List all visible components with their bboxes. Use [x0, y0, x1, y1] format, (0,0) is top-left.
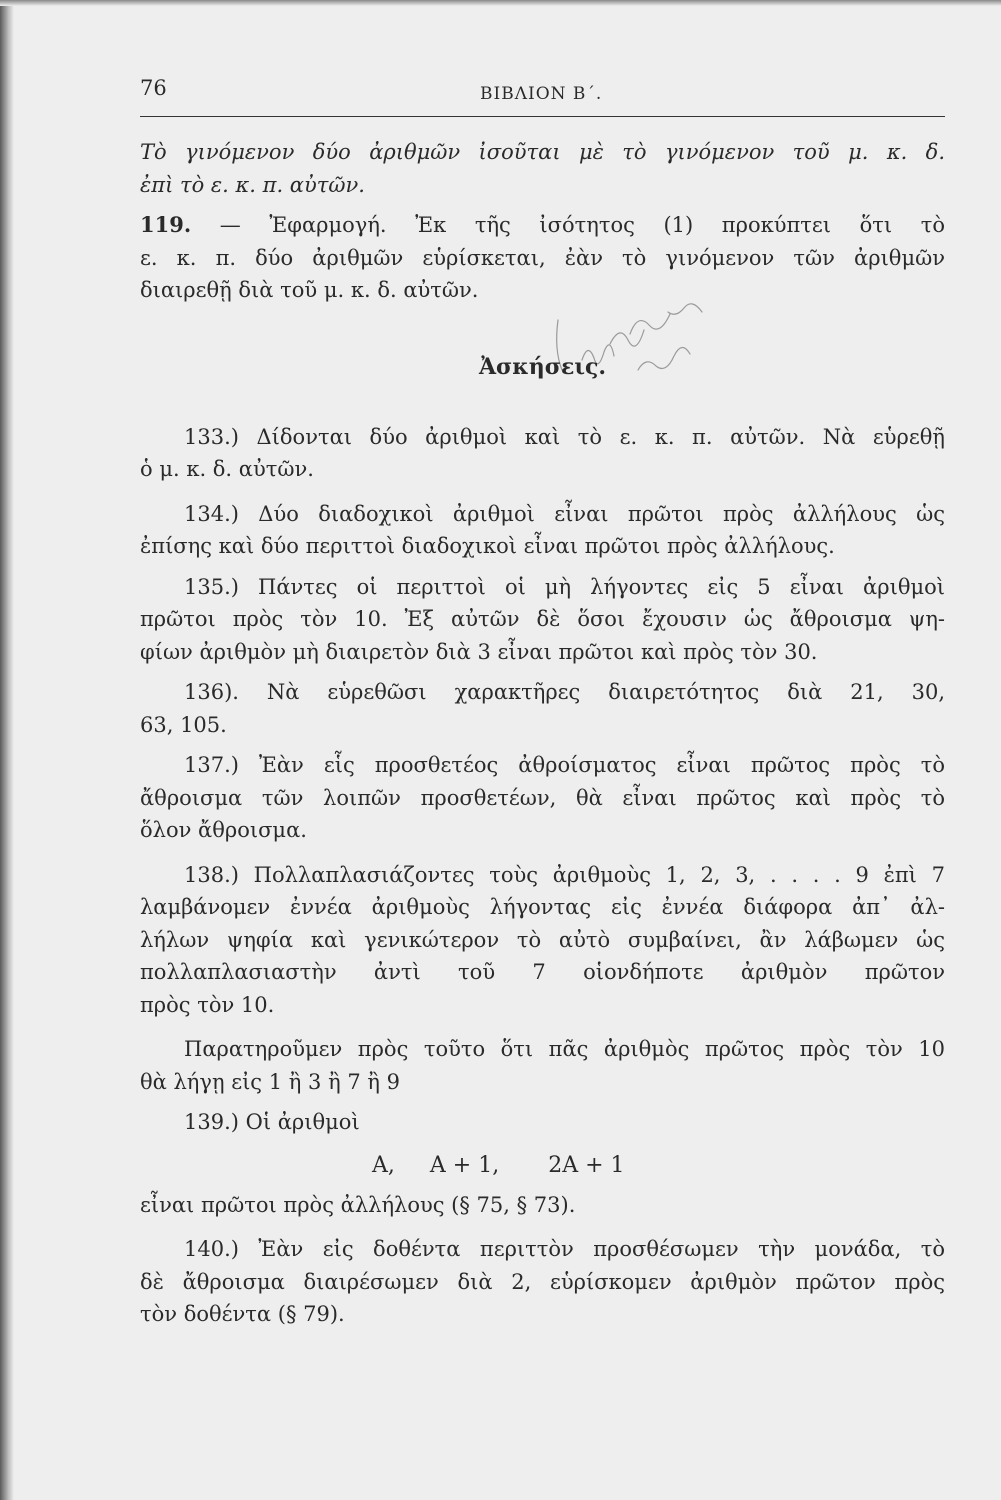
exercise-138-line-4: πολλαπλασιαστὴν ἀντὶ τοῦ 7 οἱονδήποτε ἀριθμὸν πρῶτον [140, 960, 945, 984]
header-rule [140, 116, 945, 117]
page-body [140, 136, 945, 1331]
exercise-140-line-1: 140.) Ἐὰν εἰς δοθέντα περιττὸν προσθέσωμεν τὴν μονάδα, τὸ [184, 1237, 945, 1261]
formula-term-1: A, [372, 1152, 395, 1178]
section-119-line-1 [140, 209, 945, 242]
section-119-line-3: διαιρεθῇ διὰ τοῦ μ. κ. δ. αὐτῶν. [140, 278, 479, 302]
exercises-heading: Ἀσκήσεις. [478, 353, 607, 380]
intro-line-2: ἐπὶ τὸ ε. κ. π. αὐτῶν. [140, 172, 365, 197]
exercise-138-line-3: λήλων ψηφία καὶ γενικώτερον τὸ αὐτὸ συμβαίνει, ἂν λάβωμεν ὡς [140, 927, 945, 952]
exercise-135-line-2: πρῶτοι πρὸς τὸν 10. Ἐξ αὐτῶν δὲ ὅσοι ἔχουσιν ὡς ἄθροισμα ψη- [140, 607, 945, 631]
section-119-number: 119. [140, 212, 192, 237]
intro-line-1: Τὸ γινόμενον δύο ἀριθμῶν ἰσοῦται μὲ τὸ γινόμενον τοῦ μ. κ. δ. [140, 140, 945, 164]
exercise-136-line-1: 136). Νὰ εὑρεθῶσι χαρακτῆρες διαιρετότητος διὰ 21, 30, [184, 680, 945, 704]
exercise-139-end: εἶναι πρῶτοι πρὸς ἀλλήλους (§ 75, § 73). [140, 1192, 576, 1217]
exercise-138-line-2: λαμβάνομεν ἐννέα ἀριθμοὺς λήγοντας εἰς ἐννέα διάφορα ἀπ᾽ ἀλ- [140, 895, 945, 919]
formula-term-2: A + 1, [429, 1152, 500, 1178]
exercise-138-line-1: 138.) Πολλαπλασιάζοντες τοὺς ἀριθμοὺς 1, 2, 3, . . . . 9 ἐπὶ 7 [184, 862, 945, 887]
exercise-133-line-1: 133.) Δίδονται δύο ἀριθμοὶ καὶ τὸ ε. κ. π. αὐτῶν. Νὰ εὑρεθῇ [184, 424, 945, 449]
exercise-140-line-2: δὲ ἄθροισμα διαιρέσωμεν διὰ 2, εὑρίσκομεν ἀριθμὸν πρῶτον πρὸς [140, 1269, 945, 1294]
exercise-139-formula [140, 1149, 945, 1183]
note-line-2: θὰ λήγῃ εἰς 1 ἢ 3 ἢ 7 ἢ 9 [140, 1069, 400, 1094]
exercise-134-line-2: ἐπίσης καὶ δύο περιττοὶ διαδοχικοὶ εἶναι πρῶτοι πρὸς ἀλλήλους. [140, 534, 835, 558]
exercise-134-line-1: 134.) Δύο διαδοχικοὶ ἀριθμοὶ εἶναι πρῶτοι πρὸς ἀλλήλους ὡς [184, 501, 945, 526]
page-number: 76 [140, 76, 167, 100]
formula-term-3: 2A + 1 [548, 1152, 625, 1178]
exercise-135-line-1: 135.) Πάντες οἱ περιττοὶ οἱ μὴ λήγοντες εἰς 5 εἶναι ἀριθμοὶ [184, 574, 945, 599]
section-119-text: — Ἐφαρμογή. Ἐκ τῆς ἰσότητος (1) προκύπτει ὅτι τὸ [191, 213, 945, 237]
exercise-137-line-1: 137.) Ἐὰν εἷς προσθετέος ἀθροίσματος εἶναι πρῶτος πρὸς τὸ [184, 753, 945, 777]
scan-edge-left [0, 0, 14, 1500]
exercise-140-line-3: τὸν δοθέντα (§ 79). [140, 1302, 345, 1326]
exercise-133-line-2: ὁ μ. κ. δ. αὐτῶν. [140, 457, 314, 481]
exercise-137-line-3: ὅλον ἄθροισμα. [140, 818, 307, 842]
note-line-1: Παρατηροῦμεν πρὸς τοῦτο ὅτι πᾶς ἀριθμὸς πρῶτος πρὸς τὸν 10 [184, 1037, 945, 1061]
exercise-138-line-5: πρὸς τὸν 10. [140, 992, 275, 1017]
scan-edge-top [0, 0, 1001, 6]
exercise-135-line-3: φίων ἀριθμὸν μὴ διαιρετὸν διὰ 3 εἶναι πρῶτοι καὶ πρὸς τὸν 30. [140, 639, 818, 664]
running-head: ΒΙΒΛΙΟΝ Β΄. [480, 84, 603, 104]
exercise-139-intro: 139.) Οἱ ἀριθμοὶ [184, 1110, 360, 1134]
section-119-line-2: ε. κ. π. δύο ἀριθμῶν εὑρίσκεται, ἐὰν τὸ γινόμενον τῶν ἀριθμῶν [140, 245, 945, 270]
exercise-137-line-2: ἄθροισμα τῶν λοιπῶν προσθετέων, θὰ εἶναι πρῶτος καὶ πρὸς τὸ [140, 785, 945, 810]
page-header [140, 76, 945, 114]
exercise-136-line-2: 63, 105. [140, 712, 227, 737]
